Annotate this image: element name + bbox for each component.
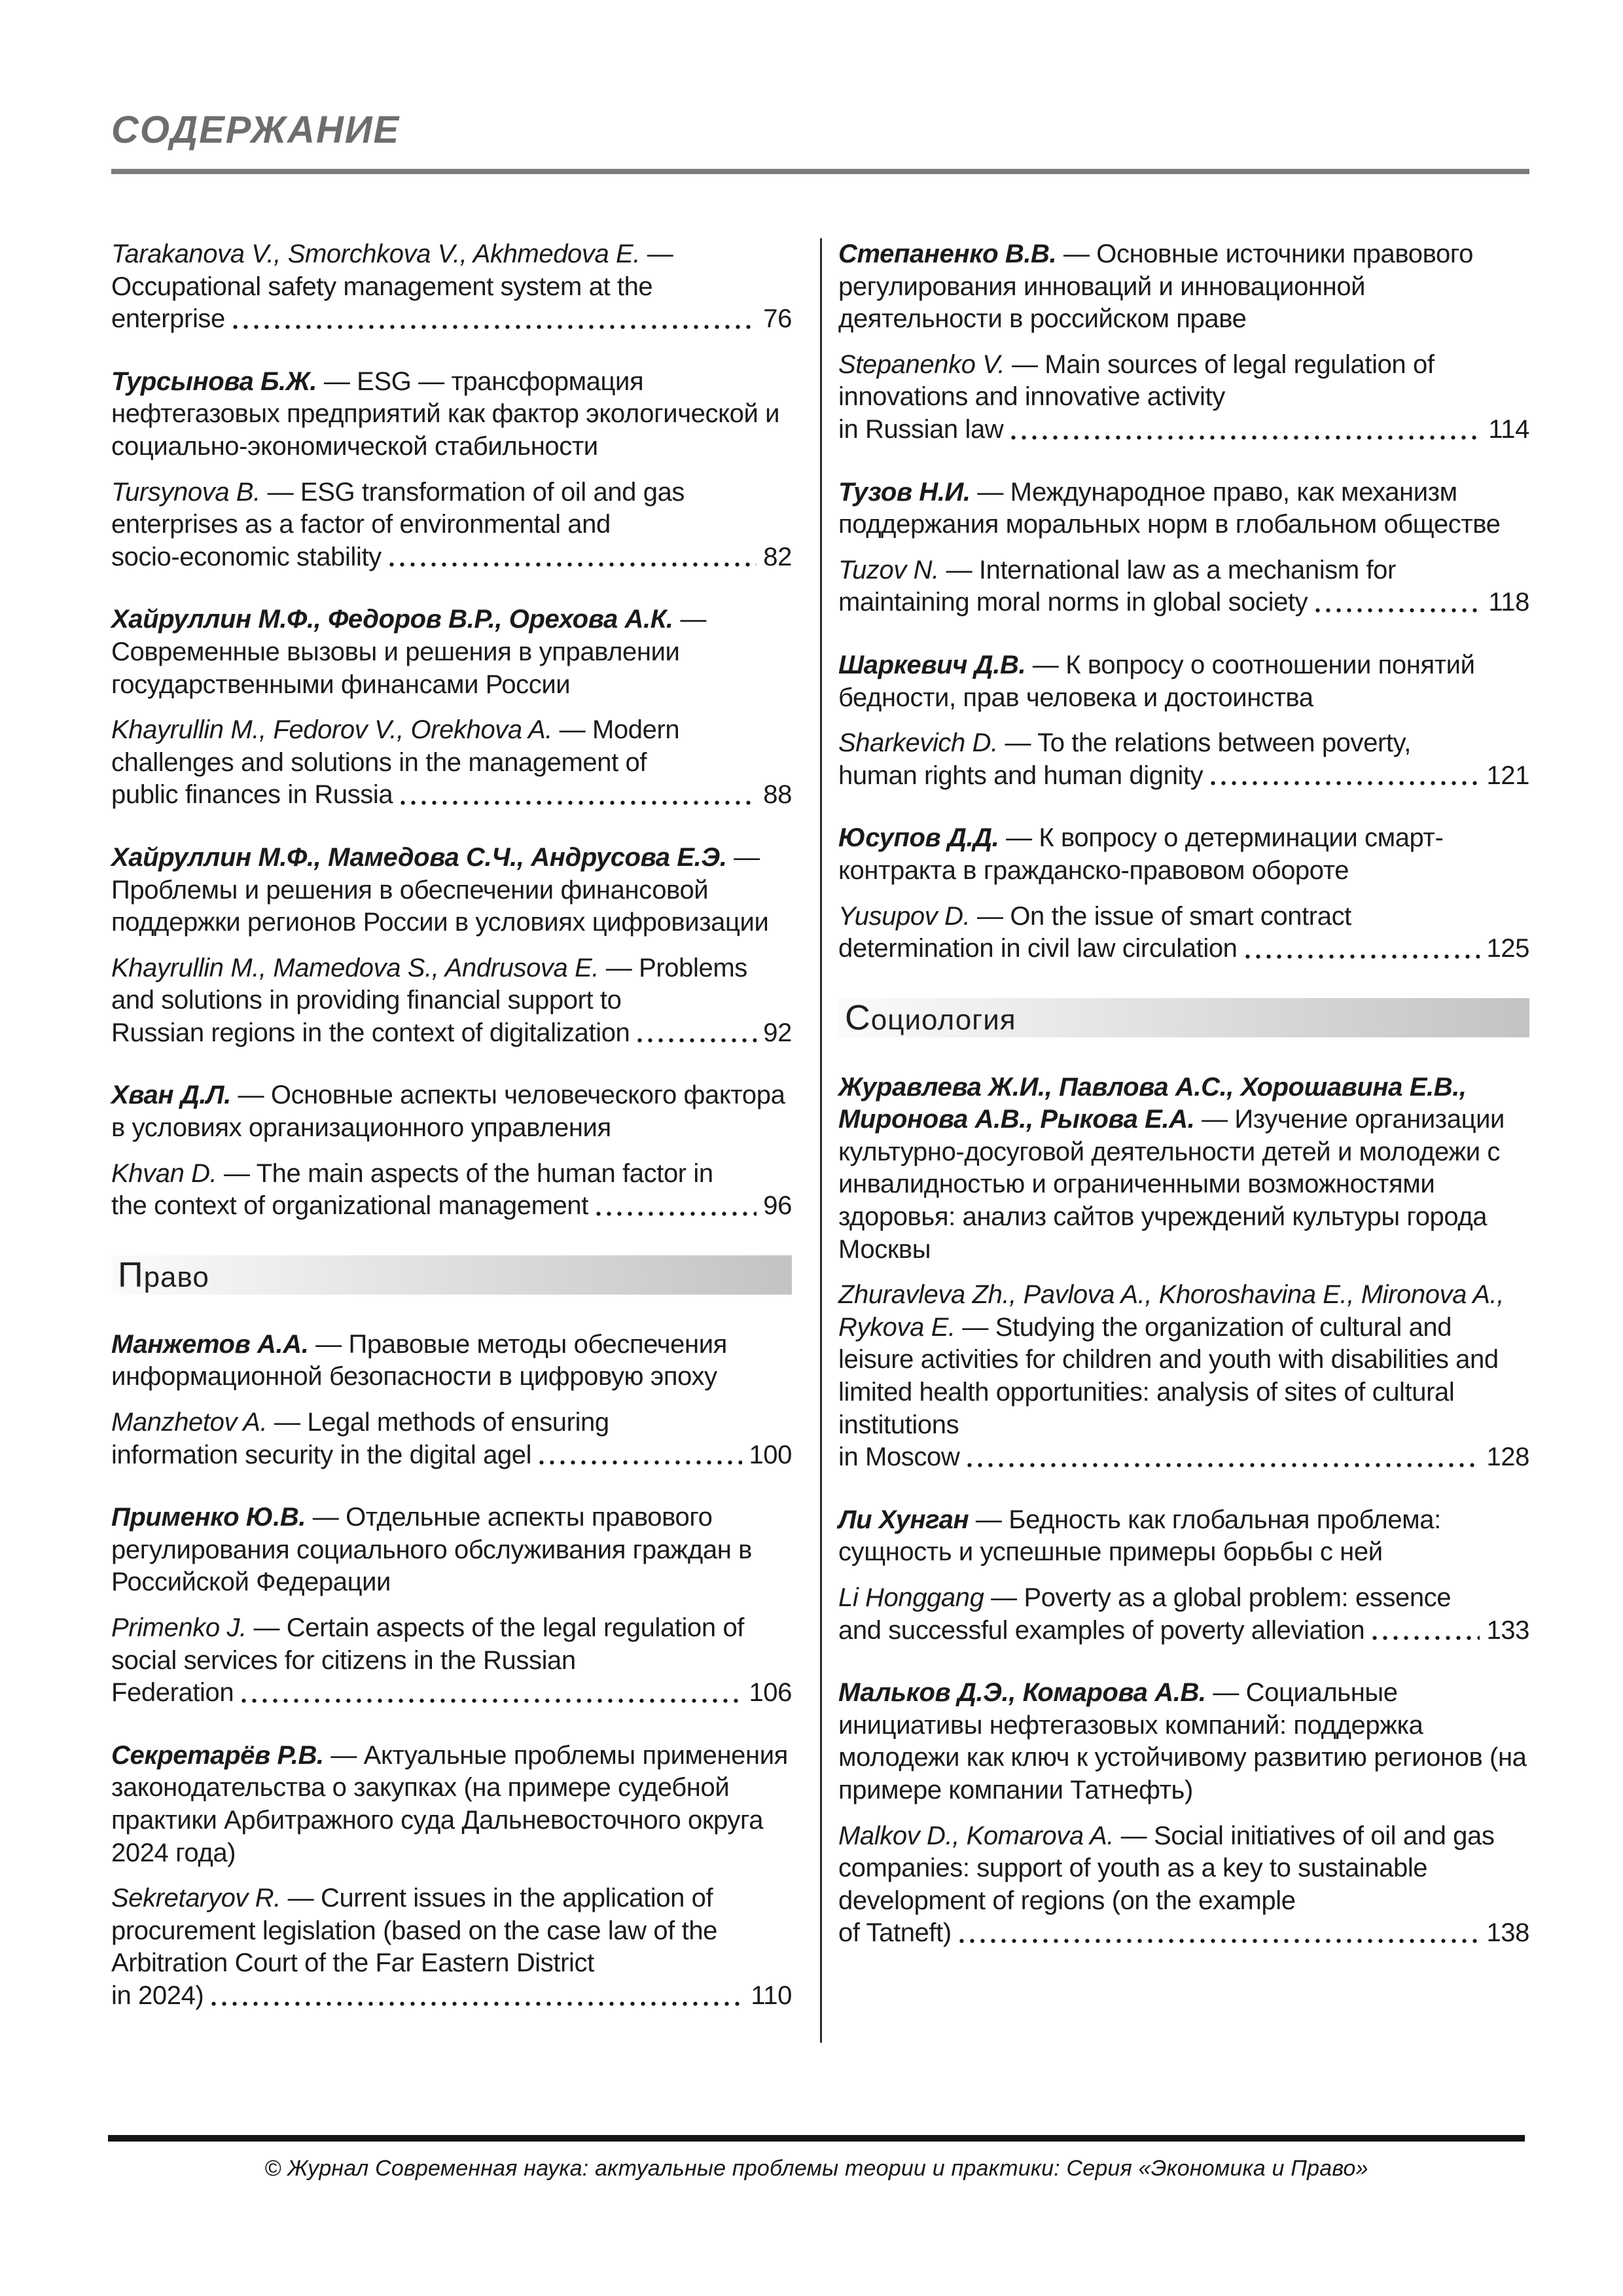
authors-en: Manzhetov A. <box>111 1408 268 1437</box>
page-number: 110 <box>751 1981 792 2010</box>
page-number: 118 <box>1488 588 1529 617</box>
authors-en: Sekretaryov R. <box>111 1884 281 1913</box>
page-number: 92 <box>763 1018 792 1047</box>
dot-leader <box>967 1463 1480 1468</box>
page-number: 82 <box>763 542 792 571</box>
toc-entry <box>838 1071 1529 1474</box>
dot-leader <box>1372 1636 1480 1641</box>
entry-tail-text: determination in civil law circulation <box>838 934 1238 963</box>
entry-english-paragraph: Zhuravleva Zh., Pavlova A., Khoroshavina E., Mironova A., Rykova E. — Studying the organization of cultural and leisure activities for children and youth with disabilities and limited health opportunities: analysis of sites of cultural institutions <box>838 1280 1504 1439</box>
dot-leader <box>1211 781 1480 786</box>
authors-en: Khvan D. <box>111 1158 217 1188</box>
entry-tail-row <box>111 1190 792 1223</box>
authors-en: Primenko J. <box>111 1613 247 1642</box>
entry-russian-paragraph: Мальков Д.Э., Комарова А.В. — Социальные инициативы нефтегазовых компаний: поддержка молодежи как ключ к устойчивому развитию регионов (на примере компании Татнефть) <box>838 1678 1527 1804</box>
authors-ru: Юсупов Д.Д. <box>838 823 999 853</box>
section-band-label: Право <box>118 1255 209 1295</box>
authors-ru: Хван Д.Л. <box>111 1081 231 1110</box>
entry-tail-text: Russian regions in the context of digitalization <box>111 1018 630 1047</box>
page-number: 88 <box>763 780 792 810</box>
entry-russian-paragraph: Применко Ю.В. — Отдельные аспекты правового регулирования социального обслуживания граждан в Российской Федерации <box>111 1503 752 1597</box>
toc-entry <box>111 1079 792 1222</box>
entry-english-paragraph: Tursynova B. — ESG transformation of oil and gas enterprises as a factor of environmental and <box>111 477 685 539</box>
page-number: 100 <box>749 1440 792 1469</box>
entry-english-paragraph: Khvan D. — The main aspects of the human factor in <box>111 1158 713 1188</box>
dot-leader <box>1245 954 1480 960</box>
entry-english-paragraph: Stepanenko V. — Main sources of legal regulation of innovations and innovative activity <box>838 350 1435 412</box>
entry-russian-paragraph: Секретарёв Р.В. — Актуальные проблемы применения законодательства о закупках (на примере судебной практики Арбитражного суда Дальневосточного округа 2024 года) <box>111 1740 788 1867</box>
entry-tail-text: human rights and human dignity <box>838 761 1204 790</box>
entry-english-paragraph: Manzhetov A. — Legal methods of ensuring <box>111 1408 609 1437</box>
page-number: 114 <box>1488 414 1529 444</box>
toc-entry <box>838 822 1529 965</box>
authors-en: Tuzov N. <box>838 555 939 584</box>
left-column <box>111 238 820 2043</box>
entry-english-paragraph: Malkov D., Komarova A. — Social initiatives of oil and gas companies: support of youth as a key to sustainable development of regions (on the example <box>838 1821 1495 1915</box>
entry-tail-text: maintaining moral norms in global society <box>838 588 1308 617</box>
authors-ru: Мальков Д.Э., Комарова А.В. <box>838 1678 1206 1708</box>
dot-leader <box>539 1460 742 1465</box>
entry-tail-row <box>838 1615 1529 1647</box>
entry-tail-text: Federation <box>111 1678 234 1708</box>
toc-entry <box>111 238 792 336</box>
page-number: 106 <box>749 1678 792 1708</box>
entry-tail-text: the context of organizational management <box>111 1191 588 1221</box>
entry-tail-row <box>111 1677 792 1710</box>
authors-ru: Степаненко В.В. <box>838 240 1057 268</box>
entry-russian-paragraph: Ли Хунган — Бедность как глобальная проблема: сущность и успешные примеры борьбы с ней <box>838 1505 1441 1567</box>
section-band <box>111 1255 792 1295</box>
authors-en: Malkov D., Komarova A. <box>838 1821 1114 1850</box>
entry-russian-paragraph: Турсынова Б.Ж. — ESG — трансформация нефтегазовых предприятий как фактор экологической и социально-экономической стабильности <box>111 367 780 461</box>
authors-ru: Ли Хунган <box>838 1505 969 1534</box>
entry-tail-text: public finances in Russia <box>111 780 393 810</box>
toc-entry <box>111 1329 792 1471</box>
right-column <box>820 238 1529 2043</box>
dot-leader <box>241 1698 742 1704</box>
entry-russian-paragraph: Юсупов Д.Д. — К вопросу о детерминации смарт-контракта в гражданско-правовом обороте <box>838 823 1444 885</box>
entry-tail-row <box>838 760 1529 793</box>
authors-en: Stepanenko V. <box>838 350 1005 379</box>
entry-tail-row <box>111 779 792 812</box>
authors-ru: Хайруллин М.Ф., Мамедова С.Ч., Андрусова Е.Э. <box>111 842 727 872</box>
toc-columns <box>111 238 1529 2043</box>
authors-ru: Хайруллин М.Ф., Федоров В.Р., Орехова А.К. <box>111 605 673 634</box>
toc-entry <box>111 842 792 1050</box>
toc-entry <box>838 476 1529 619</box>
toc-entry <box>838 1504 1529 1647</box>
entry-russian-paragraph: Хайруллин М.Ф., Федоров В.Р., Орехова А.К. — Современные вызовы и решения в управлении государственными финансами России <box>111 605 706 699</box>
authors-ru: Шаркевич Д.В. <box>838 650 1026 679</box>
entry-english-paragraph: Tarakanova V., Smorchkova V., Akhmedova E. — Occupational safety management system at the <box>111 240 673 301</box>
authors-en: Khayrullin M., Fedorov V., Orekhova A. <box>111 715 552 745</box>
entry-tail-text: and successful examples of poverty alleviation <box>838 1615 1365 1645</box>
entry-tail-text: in Moscow <box>838 1443 960 1472</box>
authors-ru: Журавлева Ж.И., Павлова А.С., Хорошавина Е.В., Миронова А.В., Рыкова Е.А. <box>838 1072 1467 1134</box>
dot-leader <box>401 800 757 806</box>
dot-leader <box>637 1038 757 1043</box>
entry-russian-paragraph: Хайруллин М.Ф., Мамедова С.Ч., Андрусова Е.Э. — Проблемы и решения в обеспечении финансовой поддержки регионов России в условиях цифровизации <box>111 842 769 937</box>
dot-leader <box>211 2001 744 2007</box>
entry-tail-row <box>838 414 1529 446</box>
authors-en: Tursynova B. <box>111 477 260 507</box>
page-number: 121 <box>1486 761 1529 790</box>
footer-rule <box>108 2135 1525 2142</box>
dot-leader <box>1011 435 1482 440</box>
authors-ru: Тузов Н.И. <box>838 477 971 507</box>
authors-en: Zhuravleva Zh., Pavlova A., Khoroshavina E., Mironova A., Rykova E. <box>838 1280 1504 1342</box>
entry-russian-paragraph: Хван Д.Л. — Основные аспекты человеческого фактора в условиях организационного управления <box>111 1081 785 1143</box>
page-number: 138 <box>1486 1918 1529 1948</box>
page-title: СОДЕРЖАНИЕ <box>111 109 401 151</box>
entry-english-paragraph: Tuzov N. — International law as a mechanism for <box>838 555 1396 584</box>
entry-english-paragraph: Primenko J. — Certain aspects of the legal regulation of social services for citizens in the Russian <box>111 1613 745 1675</box>
authors-en: Tarakanova V., Smorchkova V., Akhmedova E. <box>111 240 641 268</box>
dot-leader <box>1315 608 1482 613</box>
entry-tail-text: of Tatneft) <box>838 1918 952 1948</box>
toc-entry <box>111 1740 792 2013</box>
authors-en: Khayrullin M., Mamedova S., Andrusova E. <box>111 953 599 982</box>
entry-tail-row <box>111 1980 792 2013</box>
toc-entry <box>838 649 1529 792</box>
dot-leader <box>596 1211 757 1217</box>
section-band <box>838 998 1529 1037</box>
entry-russian-paragraph: Манжетов А.А. — Правовые методы обеспечения информационной безопасности в цифровую эпоху <box>111 1329 727 1391</box>
section-band-label: Социология <box>845 997 1016 1037</box>
page-number: 125 <box>1486 934 1529 963</box>
page-number: 133 <box>1486 1615 1529 1645</box>
entry-english-paragraph: Sekretaryov R. — Current issues in the application of procurement legislation (based on the case law of the Arbitration Court of the Far Eastern District <box>111 1884 718 1978</box>
entry-tail-text: enterprise <box>111 304 225 334</box>
footer-text: © Журнал Современная наука: актуальные проблемы теории и практики: Серия «Экономика и Право» <box>264 2156 1368 2181</box>
page-content <box>111 108 1529 2043</box>
toc-entry <box>111 366 792 574</box>
toc-entry <box>838 1677 1529 1950</box>
authors-ru: Применко Ю.В. <box>111 1503 306 1532</box>
toc-entry <box>111 603 792 812</box>
entry-tail-row <box>111 541 792 574</box>
entry-russian-paragraph: Степаненко В.В. — Основные источники правового регулирования инноваций и инновационной деятельности в российском праве <box>838 240 1473 334</box>
authors-ru: Турсынова Б.Ж. <box>111 367 317 396</box>
entry-english-paragraph: Khayrullin M., Fedorov V., Orekhova A. — Modern challenges and solutions in the management of <box>111 715 680 777</box>
entry-tail-row <box>838 933 1529 965</box>
entry-tail-text: information security in the digital agel <box>111 1440 532 1469</box>
entry-tail-row <box>838 1917 1529 1950</box>
entry-tail-row <box>111 1017 792 1050</box>
toc-entry <box>838 238 1529 446</box>
toc-entry <box>111 1501 792 1710</box>
entry-english-paragraph: Khayrullin M., Mamedova S., Andrusova E. — Problems and solutions in providing financial support to <box>111 953 747 1015</box>
page-footer <box>108 2135 1525 2181</box>
entry-tail-row <box>111 303 792 336</box>
dot-leader <box>233 325 757 330</box>
authors-en: Sharkevich D. <box>838 728 998 758</box>
page-number: 128 <box>1486 1443 1529 1472</box>
page-number: 96 <box>763 1191 792 1221</box>
entry-tail-row <box>838 1441 1529 1474</box>
entry-english-paragraph: Li Honggang — Poverty as a global problem: essence <box>838 1583 1452 1612</box>
dot-leader <box>389 562 757 567</box>
entry-tail-row <box>111 1439 792 1472</box>
entry-russian-paragraph: Шаркевич Д.В. — К вопросу о соотношении понятий бедности, прав человека и достоинства <box>838 650 1475 712</box>
entry-russian-paragraph: Тузов Н.И. — Международное право, как механизм поддержания моральных норм в глобальном обществе <box>838 477 1501 539</box>
entry-tail-text: in 2024) <box>111 1981 204 2010</box>
entry-english-paragraph: Yusupov D. — On the issue of smart contract <box>838 901 1351 931</box>
entry-tail-text: socio-economic stability <box>111 542 382 571</box>
authors-ru: Секретарёв Р.В. <box>111 1740 324 1770</box>
entry-tail-text: in Russian law <box>838 414 1004 444</box>
header-rule <box>111 169 1529 174</box>
entry-english-paragraph: Sharkevich D. — To the relations between poverty, <box>838 728 1411 758</box>
entry-tail-row <box>838 586 1529 619</box>
page-number: 76 <box>763 304 792 334</box>
entry-russian-paragraph: Журавлева Ж.И., Павлова А.С., Хорошавина Е.В., Миронова А.В., Рыкова Е.А. — Изучение организации культурно-досуговой деятельности детей и молодежи с инвалидностью и ограниченными возможностями здоровья: анализ сайтов учреждений культуры города Москвы <box>838 1072 1505 1264</box>
authors-en: Yusupov D. <box>838 901 971 931</box>
dot-leader <box>959 1939 1480 1944</box>
authors-en: Li Honggang <box>838 1583 984 1612</box>
authors-ru: Манжетов А.А. <box>111 1329 309 1359</box>
